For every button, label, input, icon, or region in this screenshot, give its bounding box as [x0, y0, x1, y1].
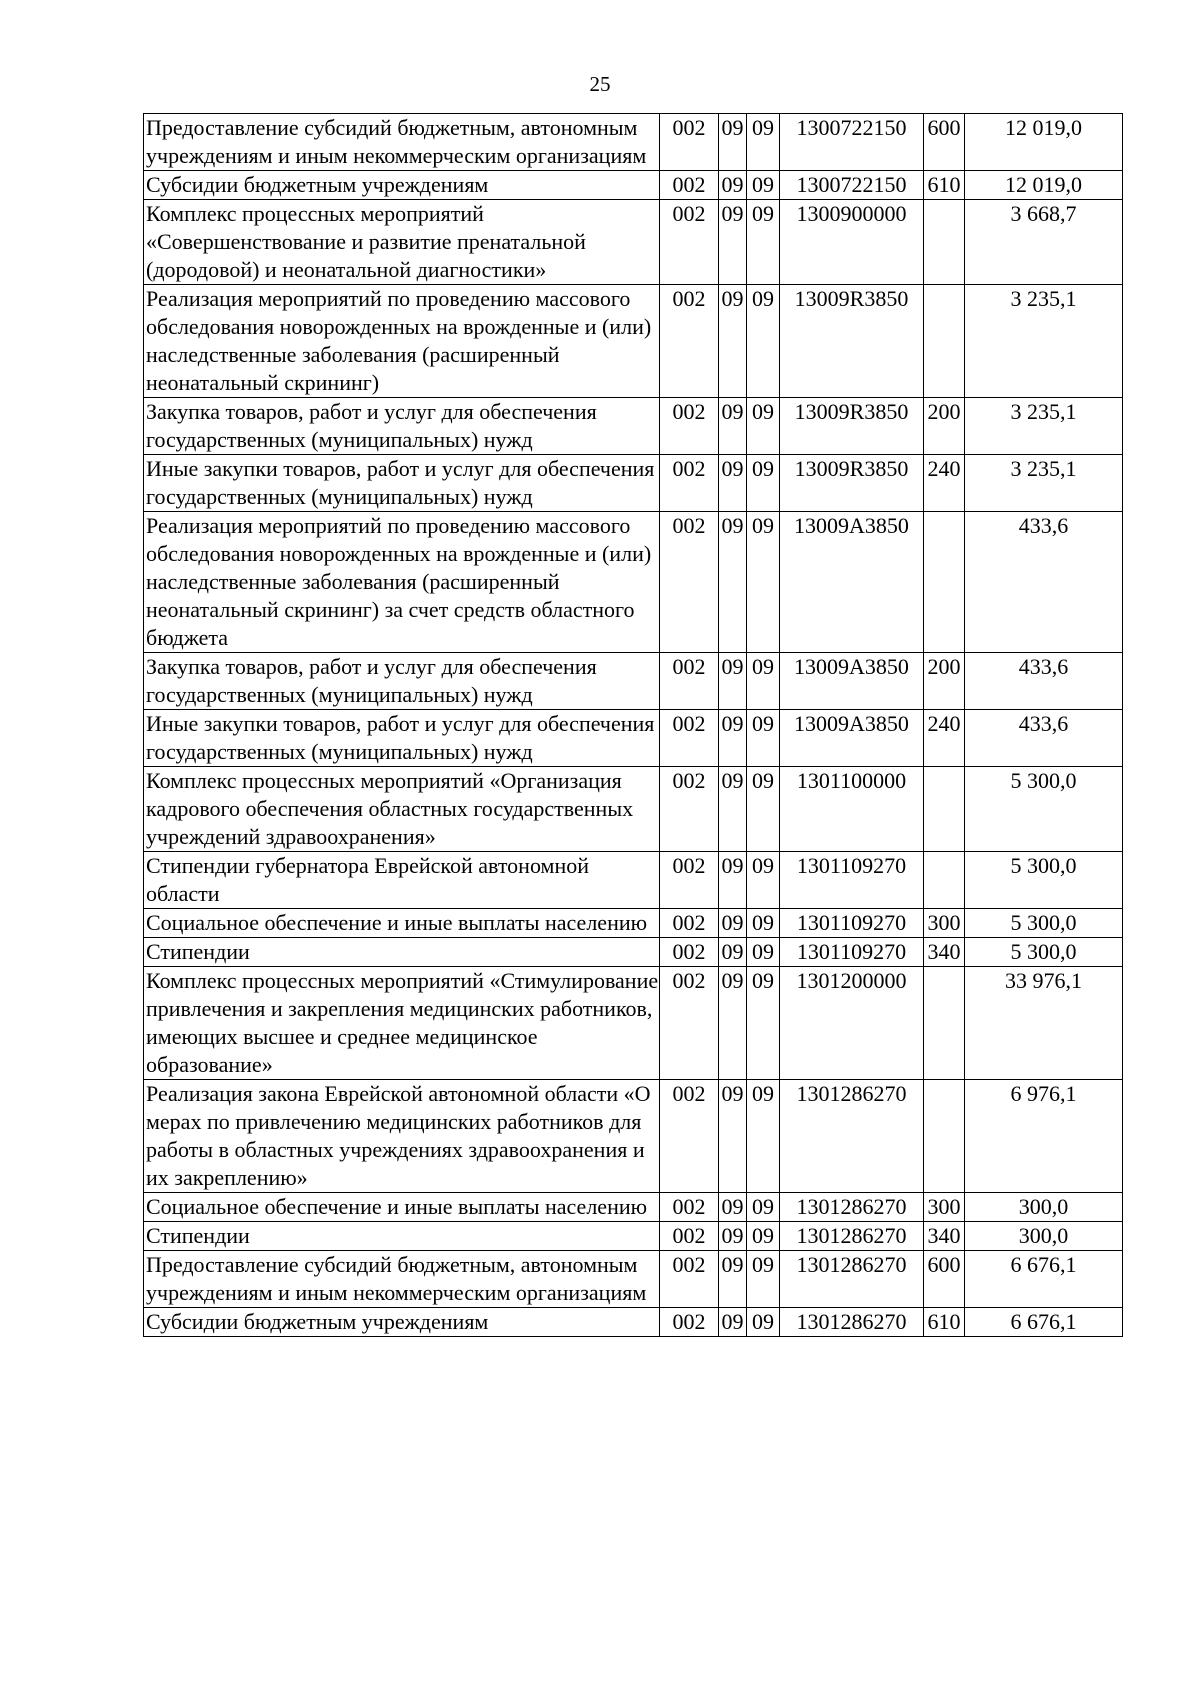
table-row	[144, 710, 1123, 767]
row-amount-cell: 5 300,0	[965, 938, 1123, 967]
row-expense-type-cell: 240	[924, 455, 965, 512]
row-section-cell: 09	[719, 852, 747, 909]
row-section-cell: 09	[719, 1080, 747, 1193]
row-name-cell: Предоставление субсидий бюджетным, автономным учреждениям и иным некоммерческим организациям	[144, 1251, 660, 1308]
row-subsection-cell: 09	[747, 114, 780, 171]
row-section-cell: 09	[719, 767, 747, 852]
row-expense-type-cell	[924, 852, 965, 909]
row-subsection-cell: 09	[747, 938, 780, 967]
row-subsection-cell: 09	[747, 1251, 780, 1308]
row-name-cell: Субсидии бюджетным учреждениям	[144, 1308, 660, 1337]
table-row	[144, 909, 1123, 938]
row-admin-code-cell: 002	[660, 1080, 719, 1193]
row-subsection-cell: 09	[747, 1222, 780, 1251]
row-amount-cell: 300,0	[965, 1222, 1123, 1251]
row-amount-cell: 12 019,0	[965, 114, 1123, 171]
row-name-cell: Реализация закона Еврейской автономной области «О мерах по привлечению медицинских работников для работы в областных учреждениях здравоохранения и их закреплению»	[144, 1080, 660, 1193]
page-number: 25	[589, 72, 611, 96]
table-row	[144, 1193, 1123, 1222]
row-expense-type-cell: 600	[924, 1251, 965, 1308]
row-admin-code-cell: 002	[660, 767, 719, 852]
row-amount-cell: 3 668,7	[965, 200, 1123, 285]
row-section-cell: 09	[719, 909, 747, 938]
row-name-cell: Комплекс процессных мероприятий «Стимулирование привлечения и закрепления медицинских работников, имеющих высшее и среднее медицинское образование»	[144, 967, 660, 1080]
row-admin-code-cell: 002	[660, 455, 719, 512]
budget-table	[143, 113, 1123, 1337]
row-target-article-cell: 13009R3850	[780, 285, 924, 398]
row-section-cell: 09	[719, 114, 747, 171]
row-expense-type-cell	[924, 967, 965, 1080]
row-section-cell: 09	[719, 455, 747, 512]
row-section-cell: 09	[719, 938, 747, 967]
row-amount-cell: 12 019,0	[965, 171, 1123, 200]
row-expense-type-cell: 240	[924, 710, 965, 767]
row-amount-cell: 3 235,1	[965, 455, 1123, 512]
row-admin-code-cell: 002	[660, 967, 719, 1080]
row-admin-code-cell: 002	[660, 1251, 719, 1308]
row-target-article-cell: 13009A3850	[780, 512, 924, 653]
row-subsection-cell: 09	[747, 767, 780, 852]
row-subsection-cell: 09	[747, 653, 780, 710]
row-name-cell: Комплекс процессных мероприятий «Организация кадрового обеспечения областных государственных учреждений здравоохранения»	[144, 767, 660, 852]
row-section-cell: 09	[719, 171, 747, 200]
row-admin-code-cell: 002	[660, 909, 719, 938]
row-amount-cell: 433,6	[965, 653, 1123, 710]
row-target-article-cell: 1301109270	[780, 852, 924, 909]
row-target-article-cell: 13009A3850	[780, 653, 924, 710]
row-section-cell: 09	[719, 653, 747, 710]
row-admin-code-cell: 002	[660, 852, 719, 909]
row-admin-code-cell: 002	[660, 653, 719, 710]
row-amount-cell: 300,0	[965, 1193, 1123, 1222]
row-target-article-cell: 1300900000	[780, 200, 924, 285]
row-section-cell: 09	[719, 285, 747, 398]
table-row	[144, 1308, 1123, 1337]
table-row	[144, 767, 1123, 852]
row-target-article-cell: 1301100000	[780, 767, 924, 852]
table-row	[144, 1222, 1123, 1251]
table-row	[144, 114, 1123, 171]
row-section-cell: 09	[719, 710, 747, 767]
row-admin-code-cell: 002	[660, 171, 719, 200]
row-target-article-cell: 1300722150	[780, 171, 924, 200]
row-expense-type-cell: 340	[924, 1222, 965, 1251]
row-target-article-cell: 1301286270	[780, 1193, 924, 1222]
row-name-cell: Социальное обеспечение и иные выплаты населению	[144, 1193, 660, 1222]
table-row	[144, 398, 1123, 455]
row-section-cell: 09	[719, 200, 747, 285]
row-amount-cell: 433,6	[965, 512, 1123, 653]
row-subsection-cell: 09	[747, 1308, 780, 1337]
row-section-cell: 09	[719, 398, 747, 455]
table-row	[144, 455, 1123, 512]
table-row	[144, 200, 1123, 285]
row-name-cell: Иные закупки товаров, работ и услуг для обеспечения государственных (муниципальных) нужд	[144, 710, 660, 767]
table-row	[144, 938, 1123, 967]
row-expense-type-cell: 200	[924, 398, 965, 455]
row-amount-cell: 6 976,1	[965, 1080, 1123, 1193]
row-target-article-cell: 1301109270	[780, 938, 924, 967]
row-name-cell: Комплекс процессных мероприятий «Совершенствование и развитие пренатальной (дородовой) и неонатальной диагностики»	[144, 200, 660, 285]
row-section-cell: 09	[719, 967, 747, 1080]
table-row	[144, 285, 1123, 398]
row-subsection-cell: 09	[747, 455, 780, 512]
row-expense-type-cell	[924, 1080, 965, 1193]
row-expense-type-cell: 300	[924, 1193, 965, 1222]
row-admin-code-cell: 002	[660, 1222, 719, 1251]
row-subsection-cell: 09	[747, 512, 780, 653]
row-target-article-cell: 1301286270	[780, 1080, 924, 1193]
row-amount-cell: 33 976,1	[965, 967, 1123, 1080]
table-row	[144, 1080, 1123, 1193]
row-expense-type-cell: 610	[924, 171, 965, 200]
row-name-cell: Предоставление субсидий бюджетным, автономным учреждениям и иным некоммерческим организациям	[144, 114, 660, 171]
row-subsection-cell: 09	[747, 171, 780, 200]
row-amount-cell: 5 300,0	[965, 852, 1123, 909]
row-subsection-cell: 09	[747, 909, 780, 938]
table-row	[144, 852, 1123, 909]
row-section-cell: 09	[719, 1251, 747, 1308]
row-expense-type-cell: 600	[924, 114, 965, 171]
table-row	[144, 967, 1123, 1080]
row-target-article-cell: 13009A3850	[780, 710, 924, 767]
row-subsection-cell: 09	[747, 1193, 780, 1222]
row-admin-code-cell: 002	[660, 398, 719, 455]
row-target-article-cell: 13009R3850	[780, 455, 924, 512]
row-amount-cell: 3 235,1	[965, 285, 1123, 398]
row-admin-code-cell: 002	[660, 200, 719, 285]
table-row	[144, 171, 1123, 200]
row-target-article-cell: 13009R3850	[780, 398, 924, 455]
row-amount-cell: 433,6	[965, 710, 1123, 767]
row-name-cell: Реализация мероприятий по проведению массового обследования новорожденных на врожденные и (или) наследственные заболевания (расширенный неонатальный скрининг) за счет средств областного бюджета	[144, 512, 660, 653]
row-subsection-cell: 09	[747, 852, 780, 909]
table-row	[144, 512, 1123, 653]
row-subsection-cell: 09	[747, 200, 780, 285]
row-admin-code-cell: 002	[660, 938, 719, 967]
row-subsection-cell: 09	[747, 967, 780, 1080]
row-section-cell: 09	[719, 1222, 747, 1251]
row-name-cell: Стипендии	[144, 1222, 660, 1251]
row-name-cell: Стипендии	[144, 938, 660, 967]
row-amount-cell: 5 300,0	[965, 909, 1123, 938]
budget-table-body	[144, 114, 1123, 1337]
row-name-cell: Закупка товаров, работ и услуг для обеспечения государственных (муниципальных) нужд	[144, 653, 660, 710]
row-expense-type-cell: 610	[924, 1308, 965, 1337]
row-expense-type-cell	[924, 285, 965, 398]
row-target-article-cell: 1301109270	[780, 909, 924, 938]
row-name-cell: Социальное обеспечение и иные выплаты населению	[144, 909, 660, 938]
row-subsection-cell: 09	[747, 1080, 780, 1193]
row-target-article-cell: 1301286270	[780, 1251, 924, 1308]
row-amount-cell: 6 676,1	[965, 1251, 1123, 1308]
row-subsection-cell: 09	[747, 398, 780, 455]
row-name-cell: Закупка товаров, работ и услуг для обеспечения государственных (муниципальных) нужд	[144, 398, 660, 455]
row-target-article-cell: 1301200000	[780, 967, 924, 1080]
row-expense-type-cell	[924, 767, 965, 852]
row-expense-type-cell: 340	[924, 938, 965, 967]
row-name-cell: Субсидии бюджетным учреждениям	[144, 171, 660, 200]
row-target-article-cell: 1301286270	[780, 1308, 924, 1337]
row-target-article-cell: 1300722150	[780, 114, 924, 171]
row-admin-code-cell: 002	[660, 1193, 719, 1222]
row-expense-type-cell	[924, 512, 965, 653]
table-row	[144, 1251, 1123, 1308]
row-name-cell: Реализация мероприятий по проведению массового обследования новорожденных на врожденные и (или) наследственные заболевания (расширенный неонатальный скрининг)	[144, 285, 660, 398]
row-admin-code-cell: 002	[660, 710, 719, 767]
row-admin-code-cell: 002	[660, 114, 719, 171]
row-admin-code-cell: 002	[660, 1308, 719, 1337]
row-subsection-cell: 09	[747, 285, 780, 398]
row-section-cell: 09	[719, 1308, 747, 1337]
row-expense-type-cell: 200	[924, 653, 965, 710]
row-expense-type-cell	[924, 200, 965, 285]
row-section-cell: 09	[719, 1193, 747, 1222]
row-name-cell: Стипендии губернатора Еврейской автономной области	[144, 852, 660, 909]
row-admin-code-cell: 002	[660, 285, 719, 398]
row-amount-cell: 3 235,1	[965, 398, 1123, 455]
row-amount-cell: 5 300,0	[965, 767, 1123, 852]
row-amount-cell: 6 676,1	[965, 1308, 1123, 1337]
table-row	[144, 653, 1123, 710]
row-section-cell: 09	[719, 512, 747, 653]
row-name-cell: Иные закупки товаров, работ и услуг для обеспечения государственных (муниципальных) нужд	[144, 455, 660, 512]
row-target-article-cell: 1301286270	[780, 1222, 924, 1251]
row-subsection-cell: 09	[747, 710, 780, 767]
row-admin-code-cell: 002	[660, 512, 719, 653]
row-expense-type-cell: 300	[924, 909, 965, 938]
